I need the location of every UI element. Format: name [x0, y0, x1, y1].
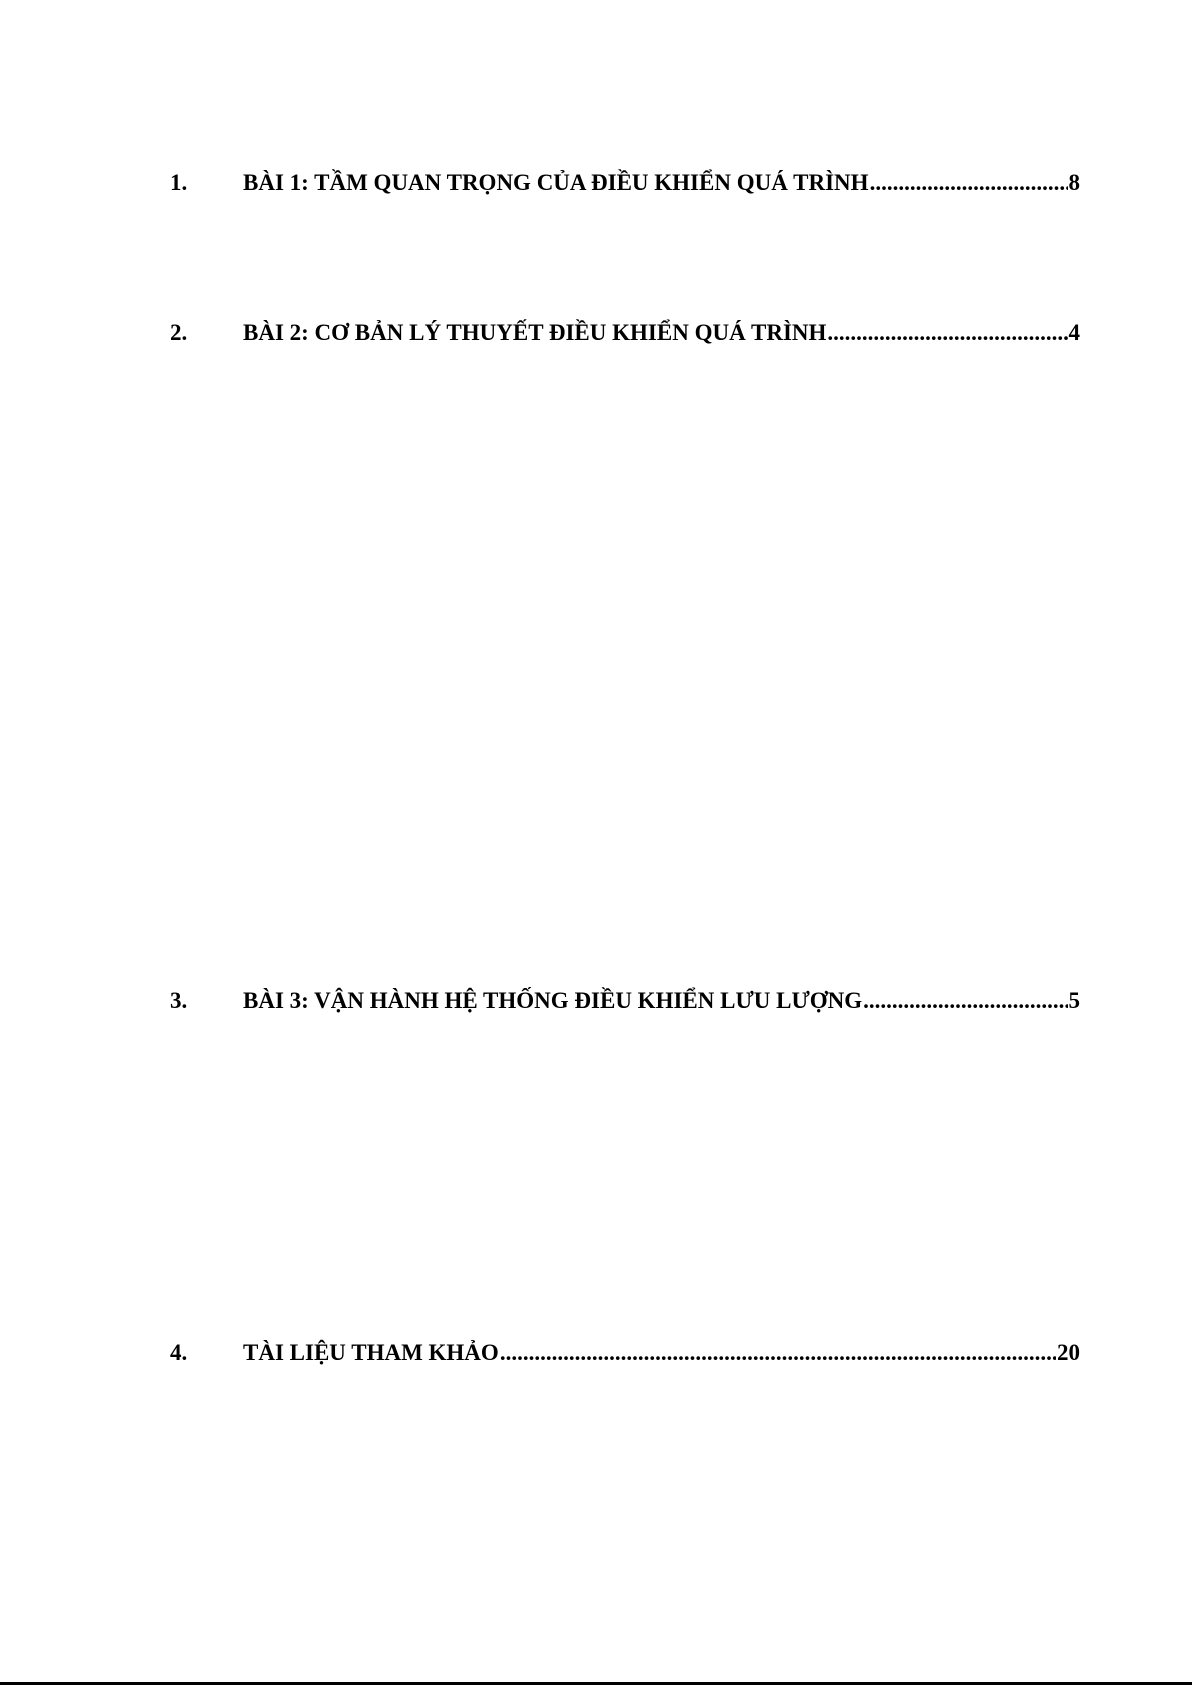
toc-entry-page-number: 5 — [1068, 988, 1080, 1013]
toc-entry-1[interactable] — [170, 168, 1080, 198]
toc-entry-title: BÀI 3: VẬN HÀNH HỆ THỐNG ĐIỀU KHIỂN LƯU LƯỢNG — [243, 988, 863, 1013]
toc-entry-3[interactable] — [170, 986, 1080, 1016]
toc-dot-leader — [870, 168, 1068, 198]
toc-entry-title: TÀI LIỆU THAM KHẢO — [243, 1340, 499, 1365]
toc-entry-number: 3. — [170, 988, 188, 1013]
toc-entry-page-number: 4 — [1068, 320, 1080, 345]
toc-entry-page-number: 8 — [1068, 170, 1080, 195]
toc-entry-number: 1. — [170, 170, 188, 195]
toc-entry-title: BÀI 1: TẦM QUAN TRỌNG CỦA ĐIỀU KHIỂN QUÁ TRÌNH — [243, 170, 869, 195]
toc-entry-page-number: 20 — [1057, 1340, 1080, 1365]
toc-entry-number: 2. — [170, 320, 188, 345]
toc-dot-leader — [827, 318, 1067, 348]
toc-dot-leader — [863, 986, 1067, 1016]
toc-entry-title: BÀI 2: CƠ BẢN LÝ THUYẾT ĐIỀU KHIỂN QUÁ TRÌNH — [243, 320, 827, 345]
toc-entry-4[interactable] — [170, 1338, 1080, 1368]
toc-entry-2[interactable] — [170, 318, 1080, 348]
toc-dot-leader — [500, 1338, 1056, 1368]
toc-entry-number: 4. — [170, 1340, 188, 1365]
